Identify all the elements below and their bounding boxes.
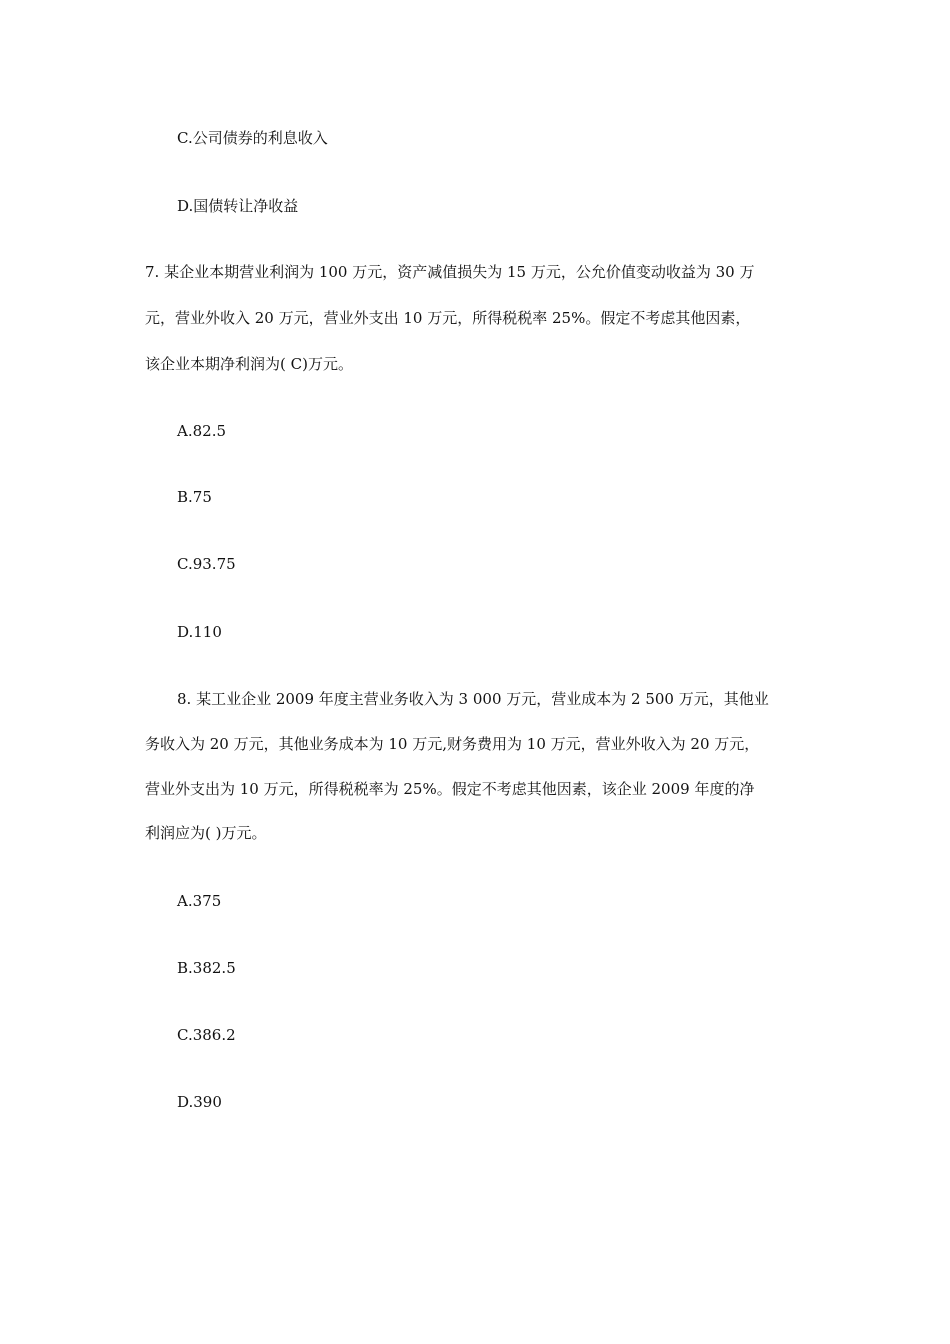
q8-question-line-3: 营业外支出为 10 万元，所得税税率为 25%。假定不考虑其他因素，该企业 2009 年度的净 [145,780,755,798]
q7-option-b: B.75 [177,488,212,506]
q7-question-line-3: 该企业本期净利润为( C)万元。 [145,355,353,373]
q7-question-line-1: 7. 某企业本期营业利润为 100 万元，资产减值损失为 15 万元，公允价值变动收益为 30 万 [145,263,755,281]
q8-question-line-2: 务收入为 20 万元，其他业务成本为 10 万元,财务费用为 10 万元，营业外收入为 20 万元， [145,735,760,753]
q7-option-a: A.82.5 [177,422,226,440]
q8-option-c: C.386.2 [177,1026,236,1044]
q7-option-c: C.93.75 [177,555,236,573]
q7-question-line-2: 元，营业外收入 20 万元，营业外支出 10 万元，所得税税率 25%。假定不考虑其他因素， [145,309,751,327]
q8-option-d: D.390 [177,1093,222,1111]
q8-option-b: B.382.5 [177,959,236,977]
q6-option-d: D.国债转让净收益 [177,197,299,215]
q6-option-c: C.公司债券的利息收入 [177,129,328,147]
q8-option-a: A.375 [177,892,222,910]
q8-question-line-1: 8. 某工业企业 2009 年度主营业务收入为 3 000 万元，营业成本为 2 500 万元，其他业 [177,690,769,708]
q8-question-line-4: 利润应为( )万元。 [145,824,267,842]
q7-option-d: D.110 [177,623,222,641]
